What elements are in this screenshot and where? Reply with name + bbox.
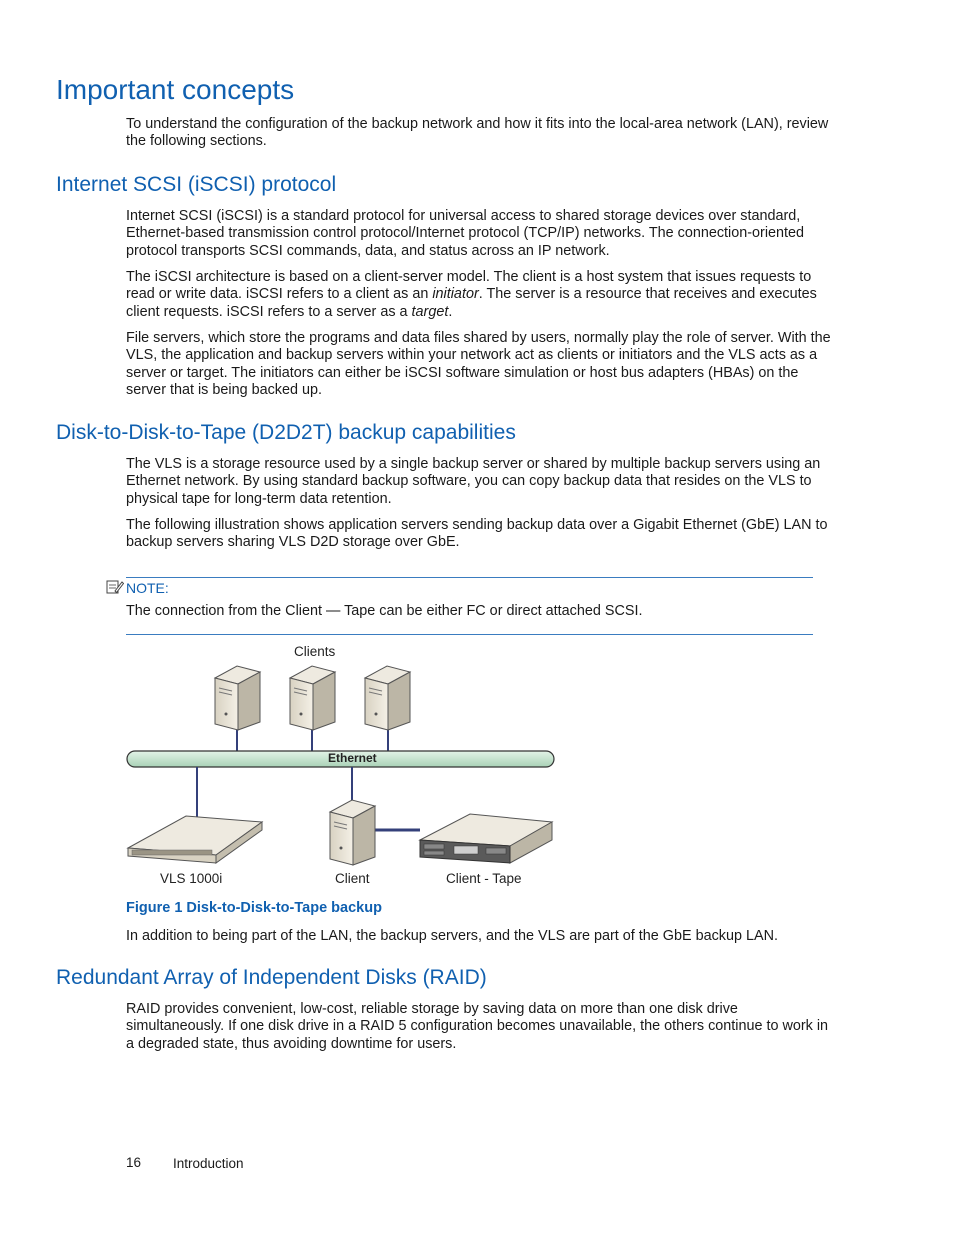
d2d2t-heading: Disk-to-Disk-to-Tape (D2D2T) backup capabilities bbox=[56, 421, 516, 444]
initiator-term: initiator bbox=[432, 286, 479, 303]
iscsi-p2-text-b: . The server is a resource that receives and executes client requests. iSCSI refers to a server as a bbox=[126, 286, 817, 320]
vls-label: VLS 1000i bbox=[160, 871, 223, 886]
d2d2t-paragraph-1: The VLS is a storage resource used by a single backup server or shared by multiple backup servers using an Ethernet network. By using standard backup software, you can copy backup data that resides on the VLS to physical tape for long-term data retention. bbox=[126, 456, 821, 507]
note-top-rule bbox=[126, 577, 813, 578]
iscsi-p2-text-a: The iSCSI architecture is based on a client-server model. The client is a host system that issues requests to read or write data. iSCSI refers to a client as an bbox=[126, 269, 812, 303]
iscsi-paragraph-3: File servers, which store the programs and data files shared by users, normally play the role of server. With the VLS, the application and backup servers within your network act as clients or initiators and the VLS acts as a server or target. The initiators can either be iSCSI software simulation or host bus adapters (HBAs) on the server that is being backed up. bbox=[126, 330, 831, 398]
raid-paragraph-1: RAID provides convenient, low-cost, reliable storage by saving data on more than one disk drive simultaneously. If one disk drive in a RAID 5 configuration becomes unavailable, the others continue to work in a degraded state, thus avoiding downtime for users. bbox=[126, 1001, 829, 1052]
note-label: NOTE: bbox=[126, 580, 169, 596]
d2d2t-paragraph-3: In addition to being part of the LAN, the backup servers, and the VLS are part of the GbE backup LAN. bbox=[126, 928, 778, 944]
client-tape-label: Client - Tape bbox=[446, 871, 522, 886]
client-server-1 bbox=[215, 666, 260, 730]
client-label: Client bbox=[335, 871, 370, 886]
note-bottom-rule bbox=[126, 634, 813, 635]
clients-label: Clients bbox=[294, 644, 336, 659]
ethernet-label: Ethernet bbox=[328, 751, 377, 765]
d2d2t-paragraph-2: The following illustration shows application servers sending backup data over a Gigabit Ethernet (GbE) LAN to backup servers sharing VLS D2D storage over GbE. bbox=[126, 517, 828, 551]
iscsi-paragraph-1: Internet SCSI (iSCSI) is a standard protocol for universal access to shared storage devices over standard, Ethernet-based transmission control protocol/Internet protocol (TCP/IP) networks. The connection-oriented protocol transports SCSI commands, data, and status across an IP network. bbox=[126, 208, 805, 259]
raid-heading: Redundant Array of Independent Disks (RAID) bbox=[56, 966, 487, 989]
d2d2t-diagram bbox=[120, 650, 580, 880]
iscsi-p2-text-c: . bbox=[448, 303, 453, 320]
vls-1000i-device bbox=[128, 816, 262, 863]
tape-library-device bbox=[420, 814, 552, 863]
page-title: Important concepts bbox=[56, 74, 295, 105]
intro-paragraph: To understand the configuration of the backup network and how it fits into the local-area network (LAN), review the following sections. bbox=[126, 116, 829, 150]
page-number: 16 bbox=[126, 1155, 142, 1170]
client-server-2 bbox=[290, 666, 335, 730]
figure-caption: Figure 1 Disk-to-Disk-to-Tape backup bbox=[126, 900, 382, 916]
iscsi-heading: Internet SCSI (iSCSI) protocol bbox=[56, 173, 337, 196]
client-server-lower bbox=[330, 800, 375, 865]
footer-section: Introduction bbox=[173, 1156, 244, 1171]
target-term: target bbox=[411, 303, 449, 320]
client-server-3 bbox=[365, 666, 410, 730]
note-icon bbox=[106, 579, 124, 595]
iscsi-paragraph-2 bbox=[126, 269, 832, 321]
note-text: The connection from the Client — Tape can be either FC or direct attached SCSI. bbox=[126, 603, 643, 619]
